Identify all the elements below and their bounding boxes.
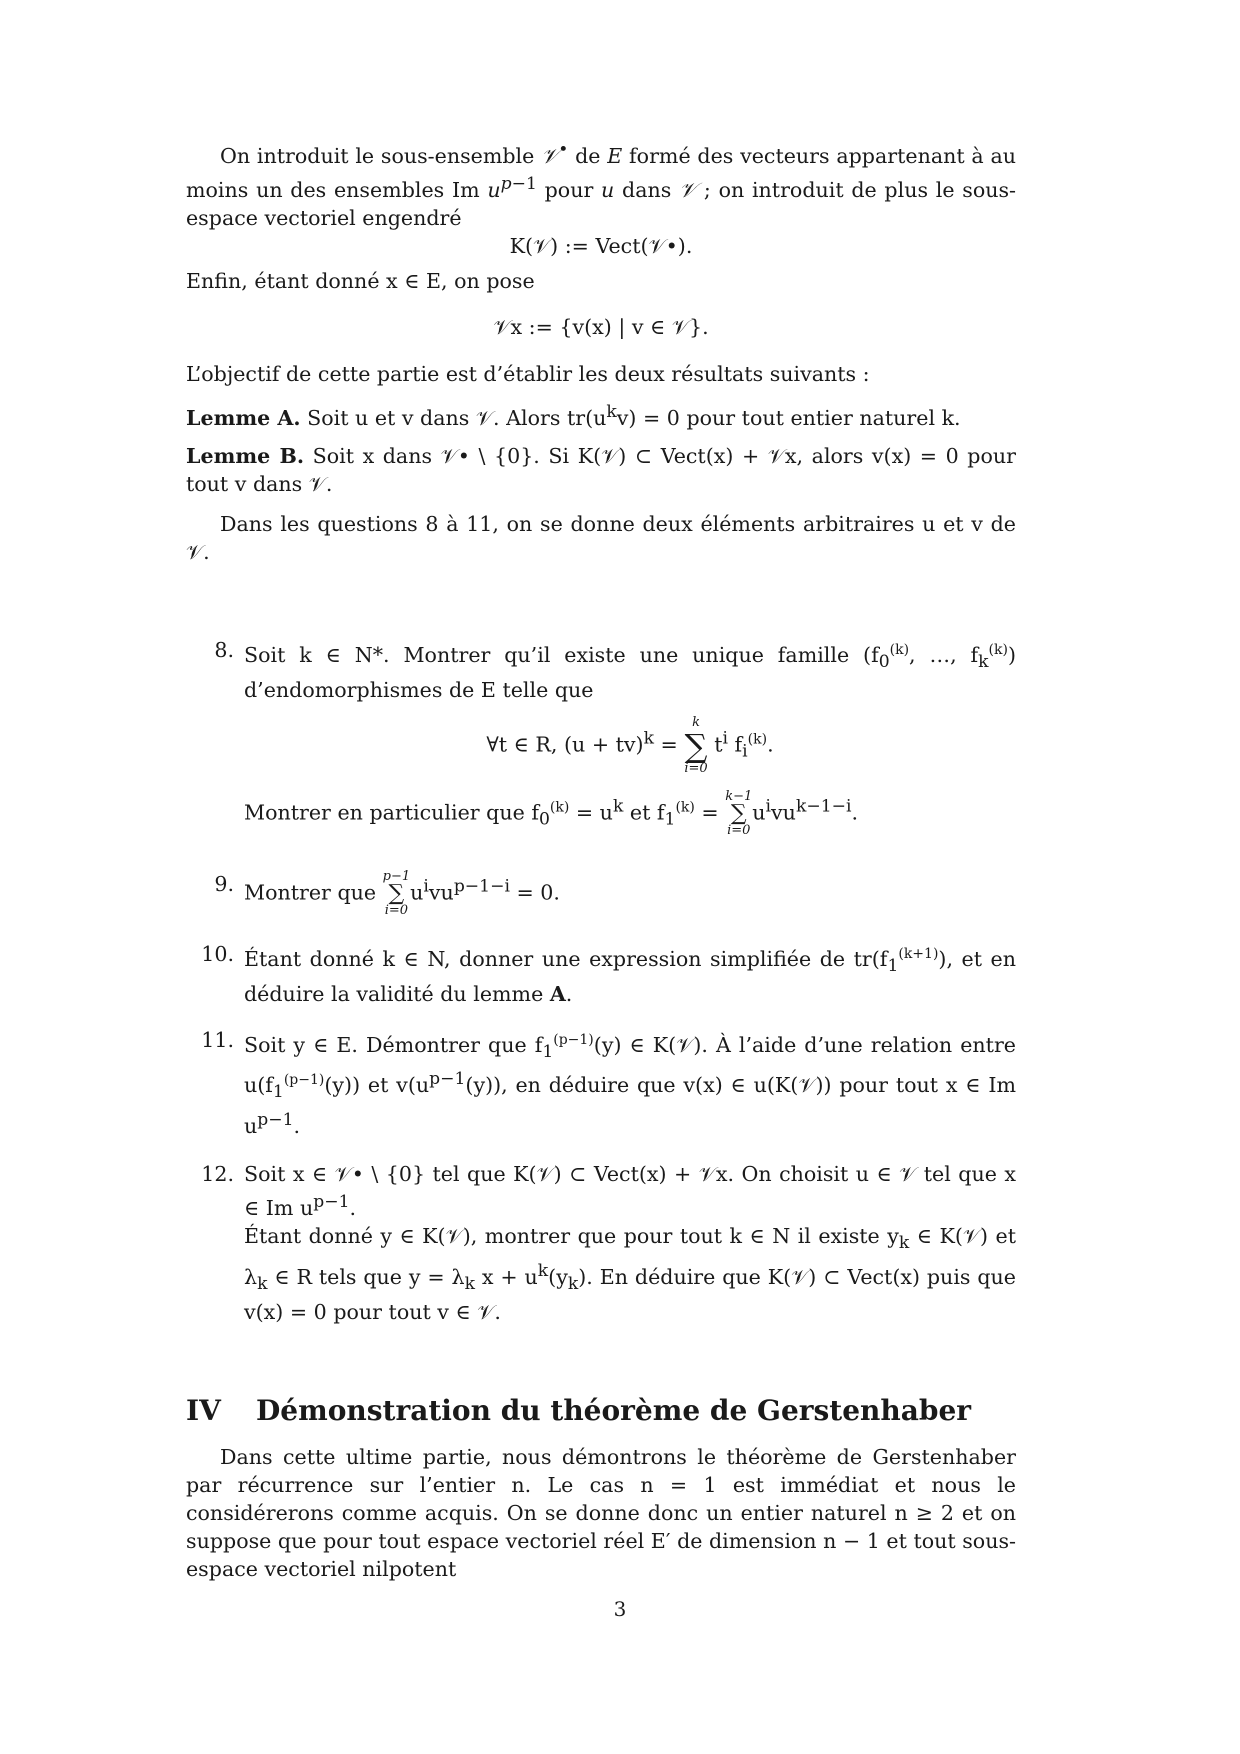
question-10: 10. Étant donné k ∈ N, donner une expression simplifiée de $tr(f_1^{(k+1)})$, et en déduire la validité du lemme A.	[186, 940, 1016, 1008]
lemme-a: Lemme A. Soit u et v dans 𝒱. Alors $tr(u^kv) = 0$ pour tout entier naturel k.	[186, 401, 961, 430]
question-11: 11. Soit y ∈ E. Démontrer que $f_1^{(p-1)}(y)$ ∈ K(𝒱). À l’aide d’une relation entre $u(f_1^{(p-1)}(y))$ et $v(u^{p-1}(y))$, en déduire que v(x) ∈ u(K(𝒱)) pour tout x ∈ Im $u^{p-1}$.	[186, 1026, 1016, 1141]
question-9: 9. Montrer que p−1 ∑ i=0 $u^ivu^{p-1-i} = 0$.	[186, 870, 1016, 918]
section-heading: IV Démonstration du théorème de Gerstenhaber	[186, 1394, 972, 1428]
questions-intro: Dans les questions 8 à 11, on se donne deux éléments arbitraires u et v de 𝒱.	[186, 511, 1016, 564]
display-k-v: K(𝒱) := Vect(𝒱•).	[509, 233, 693, 258]
page-number: 3	[613, 1597, 627, 1621]
display-vx: 𝒱x := {v(x) | v ∈ 𝒱}.	[493, 314, 709, 339]
question-12: 12. Soit x ∈ 𝒱• \ {0} tel que K(𝒱) ⊂ Vect(x) + 𝒱x. On choisit u ∈ 𝒱 tel que x ∈ Im $u^{p-1}$. Étant donné y ∈ K(𝒱), montrer que pour tout k ∈ N il existe $y_k$ ∈ K(𝒱) et $\lambda_k$ ∈ R tels que $y = \lambda_k$ $x + u^k(y_k)$. En déduire que K(𝒱) ⊂ Vect(x) puis que v(x) = 0 pour tout v ∈ 𝒱.	[186, 1160, 1016, 1326]
question-8: 8. Soit k ∈ N*. Montrer qu’il existe une unique famille ($f_0^{(k)}$, …, $f_k^{(k)}$) d’endomorphismes de E telle que ∀t ∈ R, (u + tv)$^k$ = k ∑ i=0 $t^i$ $f_i^{(k)}$. Montrer en particulier que $f_0^{(k)} = u^k$ et $f_1^{(k)}$ = k−1 ∑ i=0 $u^ivu^{k-1-i}$.	[186, 636, 1016, 838]
final-paragraph: Dans cette ultime partie, nous démontrons le théorème de Gerstenhaber par récurrence sur l’entier n. Le cas n = 1 est immédiat et nous le considérerons comme acquis. On se donne donc un entier naturel n ≥ 2 et on suppose que pour tout espace vectoriel réel E′ de dimension n − 1 et tout sous-espace vectoriel nilpotent	[186, 1445, 1016, 1582]
question-number: 10.	[201, 941, 234, 966]
question-number: 9.	[214, 871, 234, 896]
intro-paragraph: On introduit le sous-ensemble 𝒱• de E formé des vecteurs appartenant à au moins un des ensembles Im $u^{p-1}$ pour u dans 𝒱 ; on introduit de plus le sous-espace vectoriel engendré	[186, 140, 1017, 230]
page-body	[186, 136, 1016, 1583]
q8-particular: Montrer en particulier que $f_0^{(k)} = u^k$ et $f_1^{(k)}$ = k−1 ∑ i=0 $u^ivu^{k-1-i}$.	[244, 788, 859, 838]
question-number: 8.	[214, 637, 234, 662]
objectif-paragraph: L’objectif de cette partie est d’établir les deux résultats suivants :	[186, 361, 870, 386]
lemme-b: Lemme B. Soit x dans 𝒱• \ {0}. Si K(𝒱) ⊂ Vect(x) + 𝒱x, alors v(x) = 0 pour tout v dans 𝒱.	[186, 443, 1016, 496]
question-number: 12.	[201, 1162, 234, 1187]
q8-display: ∀t ∈ R, (u + tv)$^k$ = k ∑ i=0 $t^i$ $f_i^{(k)}$.	[486, 714, 774, 776]
enfin-paragraph: Enfin, étant donné x ∈ E, on pose	[186, 268, 535, 293]
question-number: 11.	[201, 1027, 234, 1052]
